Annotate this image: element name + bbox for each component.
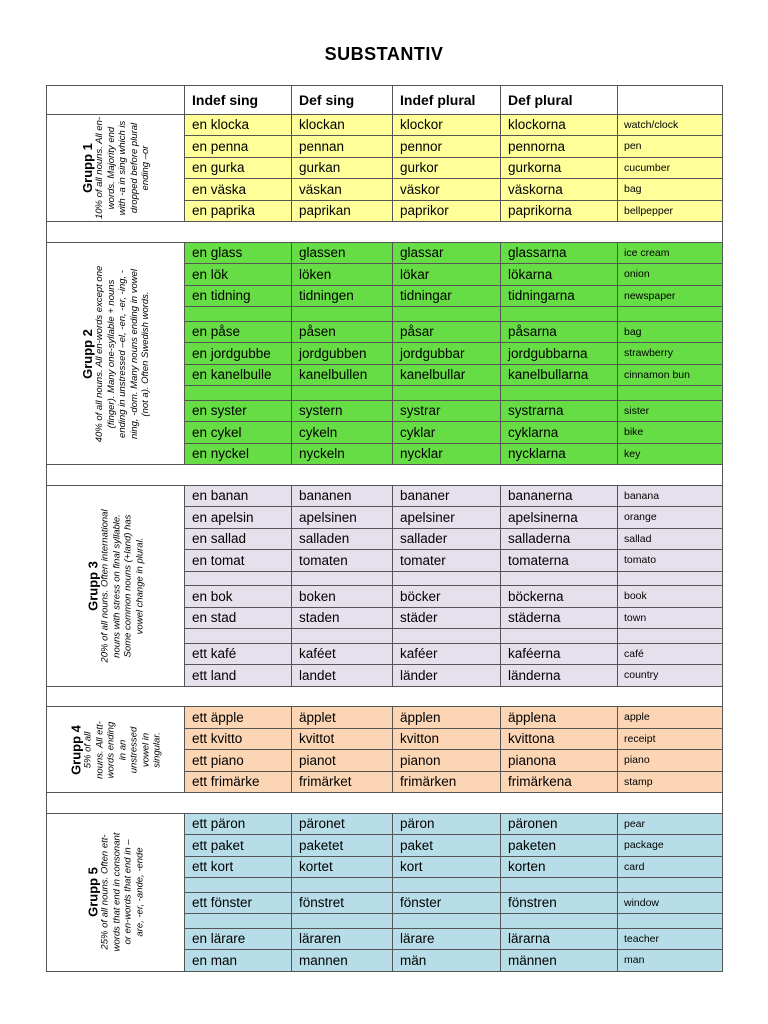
indef-plural-cell: sallader [393,528,501,550]
def-plural-cell: systrarna [501,400,618,422]
group-label [47,485,185,686]
def-sing-cell: löken [292,264,393,286]
spacer-cell [292,386,393,400]
group-description-line: nouns with stress on final syllable. [110,513,122,658]
spacer-cell [185,914,292,928]
indef-plural-cell: kvitton [393,728,501,750]
indef-sing-cell: ett paket [185,835,292,857]
indef-plural-cell: städer [393,607,501,629]
group-description-line: unstressed [127,726,139,773]
spacer-cell [185,307,292,321]
indef-sing-cell: en påse [185,321,292,343]
translation-cell: package [618,835,723,857]
group-description-line: with -a in sing which is [116,120,128,216]
group-description-line: words ending [104,721,116,778]
group-description-line: vowel in [139,732,151,767]
spacer-cell [501,386,618,400]
def-sing-cell: kvittot [292,728,393,750]
group-description-line: 5% of all [81,731,93,768]
indef-sing-cell: en jordgubbe [185,343,292,365]
translation-cell: key [618,443,723,465]
indef-plural-cell: pennor [393,136,501,158]
indef-sing-cell: en glass [185,242,292,264]
indef-plural-cell: kort [393,856,501,878]
indef-plural-cell: lärare [393,928,501,950]
translation-cell: sister [618,400,723,422]
translation-cell: café [618,643,723,665]
translation-cell: book [618,586,723,608]
def-plural-cell: pianona [501,750,618,772]
indef-plural-cell: fönster [393,892,501,914]
indef-plural-cell: väskor [393,179,501,201]
indef-plural-cell: nycklar [393,443,501,465]
def-plural-cell: gurkorna [501,157,618,179]
translation-cell: strawberry [618,343,723,365]
translation-cell: teacher [618,928,723,950]
indef-plural-cell: päron [393,813,501,835]
spacer-cell [393,878,501,892]
column-header: Def plural [501,86,618,115]
def-sing-cell: apelsinen [292,507,393,529]
def-plural-cell: tomaterna [501,550,618,572]
def-plural-cell: glassarna [501,242,618,264]
def-plural-cell: korten [501,856,618,878]
indef-sing-cell: en väska [185,179,292,201]
indef-plural-cell: länder [393,665,501,687]
translation-cell: country [618,665,723,687]
spacer-cell [618,386,723,400]
spacer-cell [185,571,292,585]
spacer-cell [292,629,393,643]
def-plural-cell: kaféerna [501,643,618,665]
indef-sing-cell: en sallad [185,528,292,550]
def-plural-cell: frimärkena [501,771,618,793]
def-sing-cell: påsen [292,321,393,343]
def-plural-cell: paketen [501,835,618,857]
indef-plural-cell: bananer [393,485,501,507]
translation-cell: apple [618,707,723,729]
indef-plural-cell: glassar [393,242,501,264]
indef-plural-cell: paprikor [393,200,501,222]
separator-cell [47,793,723,814]
indef-plural-cell: tomater [393,550,501,572]
def-plural-cell: väskorna [501,179,618,201]
translation-cell: cinnamon bun [618,364,723,386]
group-separator-row [47,793,723,814]
indef-plural-cell: lökar [393,264,501,286]
group-description-line: 20% of all nouns. Often international [99,509,110,663]
group-label-text [80,265,151,442]
def-sing-cell: läraren [292,928,393,950]
def-sing-cell: nyckeln [292,443,393,465]
group-description-line: in an [116,739,128,760]
translation-cell: bag [618,321,723,343]
spacer-cell [501,878,618,892]
indef-sing-cell: ett kvitto [185,728,292,750]
group-description-line: singular. [150,731,162,768]
column-header: Indef sing [185,86,292,115]
def-plural-cell: länderna [501,665,618,687]
def-plural-cell: jordgubbarna [501,343,618,365]
indef-plural-cell: män [393,950,501,972]
spacer-cell [618,878,723,892]
indef-sing-cell: ett äpple [185,707,292,729]
spacer-cell [393,307,501,321]
table-row [47,114,723,136]
def-sing-cell: fönstret [292,892,393,914]
def-sing-cell: pennan [292,136,393,158]
spacer-cell [393,629,501,643]
group-label-text [86,509,145,662]
spacer-cell [618,914,723,928]
group-separator-row [47,465,723,486]
indef-sing-cell: en syster [185,400,292,422]
group-label-text [86,833,145,952]
indef-plural-cell: paket [393,835,501,857]
translation-cell: window [618,892,723,914]
spacer-cell [501,571,618,585]
translation-cell: stamp [618,771,723,793]
translation-cell: town [618,607,723,629]
group-label [47,114,185,222]
group-description-line: are, -er, -ande, -ende [133,847,145,937]
indef-sing-cell: en banan [185,485,292,507]
group-description-line: nouns. All ett- [93,720,105,779]
indef-sing-cell: en paprika [185,200,292,222]
def-sing-cell: tomaten [292,550,393,572]
def-sing-cell: landet [292,665,393,687]
indef-sing-cell: en kanelbulle [185,364,292,386]
def-sing-cell: mannen [292,950,393,972]
def-plural-cell: påsarna [501,321,618,343]
indef-plural-cell: gurkor [393,157,501,179]
spacer-cell [393,571,501,585]
noun-table [46,85,723,972]
def-plural-cell: lökarna [501,264,618,286]
def-plural-cell: lärarna [501,928,618,950]
group-label-text [69,721,163,779]
def-plural-cell: salladerna [501,528,618,550]
indef-plural-cell: jordgubbar [393,343,501,365]
def-sing-cell: väskan [292,179,393,201]
def-sing-cell: pianot [292,750,393,772]
def-plural-cell: päronen [501,813,618,835]
header-row [47,86,723,115]
translation-cell: ice cream [618,242,723,264]
translation-cell: cucumber [618,157,723,179]
column-header: Indef plural [393,86,501,115]
group-description-line: ending in unstressed –el, -en, -er, -ing, - [116,269,128,438]
def-sing-cell: äpplet [292,707,393,729]
group-description-line: 10% of all nouns. All en- [93,117,105,220]
indef-plural-cell: systrar [393,400,501,422]
table-row [47,485,723,507]
def-sing-cell: kanelbullen [292,364,393,386]
group-label-text [80,117,151,219]
indef-sing-cell: ett fönster [185,892,292,914]
group-name: Grupp 3 [85,560,100,611]
spacer-cell [292,878,393,892]
group-separator-row [47,222,723,243]
indef-sing-cell: en tomat [185,550,292,572]
separator-cell [47,465,723,486]
def-sing-cell: systern [292,400,393,422]
translation-cell: newspaper [618,285,723,307]
def-plural-cell: klockorna [501,114,618,136]
group-description-line: (finger). Many one-syllable + nouns [104,279,116,428]
group-description-line: vowel change in plural. [133,537,145,635]
group-name: Grupp 1 [79,143,95,194]
indef-plural-cell: påsar [393,321,501,343]
def-plural-cell: bananerna [501,485,618,507]
group-description-line: ning, -dom. Many nouns ending in vowel [127,268,139,439]
indef-sing-cell: en gurka [185,157,292,179]
indef-sing-cell: ett piano [185,750,292,772]
translation-cell: watch/clock [618,114,723,136]
table-row [47,813,723,835]
indef-sing-cell: en lärare [185,928,292,950]
translation-cell: receipt [618,728,723,750]
def-plural-cell: äpplena [501,707,618,729]
def-sing-cell: staden [292,607,393,629]
def-plural-cell: apelsinerna [501,507,618,529]
translation-cell: bellpepper [618,200,723,222]
spacer-cell [393,914,501,928]
indef-sing-cell: en cykel [185,422,292,444]
indef-sing-cell: en penna [185,136,292,158]
indef-plural-cell: äpplen [393,707,501,729]
translation-cell: pen [618,136,723,158]
def-sing-cell: salladen [292,528,393,550]
def-sing-cell: klockan [292,114,393,136]
def-sing-cell: gurkan [292,157,393,179]
indef-plural-cell: pianon [393,750,501,772]
group-name: Grupp 4 [67,724,83,775]
indef-sing-cell: en man [185,950,292,972]
def-sing-cell: jordgubben [292,343,393,365]
translation-cell: piano [618,750,723,772]
spacer-cell [501,914,618,928]
group-description-line: dropped before plural [127,122,139,214]
column-header: Def sing [292,86,393,115]
indef-sing-cell: ett frimärke [185,771,292,793]
spacer-cell [618,629,723,643]
indef-plural-cell: böcker [393,586,501,608]
translation-cell: banana [618,485,723,507]
def-sing-cell: cykeln [292,422,393,444]
translation-cell: pear [618,813,723,835]
indef-plural-cell: kanelbullar [393,364,501,386]
indef-sing-cell: en bok [185,586,292,608]
indef-plural-cell: kaféer [393,643,501,665]
translation-cell: orange [618,507,723,529]
def-plural-cell: cyklarna [501,422,618,444]
spacer-cell [501,629,618,643]
translation-cell: bike [618,422,723,444]
def-sing-cell: paketet [292,835,393,857]
spacer-cell [292,571,393,585]
group-label [47,813,185,971]
indef-sing-cell: en apelsin [185,507,292,529]
spacer-cell [185,386,292,400]
def-plural-cell: paprikorna [501,200,618,222]
indef-plural-cell: tidningar [393,285,501,307]
spacer-cell [292,307,393,321]
spacer-cell [618,571,723,585]
indef-plural-cell: apelsiner [393,507,501,529]
def-plural-cell: kvittona [501,728,618,750]
def-sing-cell: kaféet [292,643,393,665]
def-plural-cell: kanelbullarna [501,364,618,386]
indef-sing-cell: en stad [185,607,292,629]
def-sing-cell: frimärket [292,771,393,793]
def-plural-cell: nycklarna [501,443,618,465]
translation-cell: onion [618,264,723,286]
spacer-cell [618,307,723,321]
group-description-line: 25% of all nouns. Often ett- [99,834,110,950]
page-title: SUBSTANTIV [324,44,444,64]
header-label-cell [47,86,185,115]
def-plural-cell: böckerna [501,586,618,608]
translation-cell: bag [618,179,723,201]
separator-cell [47,686,723,707]
def-sing-cell: paprikan [292,200,393,222]
table-row [47,707,723,729]
group-description-line: Some common nouns (+land) has [122,514,133,658]
group-label [47,242,185,464]
def-plural-cell: fönstren [501,892,618,914]
spacer-cell [185,878,292,892]
indef-sing-cell: ett päron [185,813,292,835]
indef-sing-cell: ett kort [185,856,292,878]
def-plural-cell: männen [501,950,618,972]
def-sing-cell: boken [292,586,393,608]
def-sing-cell: bananen [292,485,393,507]
translation-cell: tomato [618,550,723,572]
indef-plural-cell: frimärken [393,771,501,793]
indef-plural-cell: klockor [393,114,501,136]
indef-sing-cell: en klocka [185,114,292,136]
def-sing-cell: tidningen [292,285,393,307]
indef-sing-cell: ett land [185,665,292,687]
table-row [47,242,723,264]
group-name: Grupp 5 [85,867,100,918]
indef-sing-cell: en tidning [185,285,292,307]
indef-sing-cell: en lök [185,264,292,286]
column-header [618,86,723,115]
spacer-cell [501,307,618,321]
def-sing-cell: päronet [292,813,393,835]
def-plural-cell: pennorna [501,136,618,158]
spacer-cell [292,914,393,928]
group-separator-row [47,686,723,707]
translation-cell: sallad [618,528,723,550]
group-name: Grupp 2 [79,328,95,379]
separator-cell [47,222,723,243]
def-sing-cell: glassen [292,242,393,264]
group-description-line: (not a). Often Swedish words. [139,291,151,417]
group-description-line: words that end in consonant [110,832,122,952]
indef-sing-cell: en nyckel [185,443,292,465]
indef-sing-cell: ett kafé [185,643,292,665]
translation-cell: card [618,856,723,878]
indef-plural-cell: cyklar [393,422,501,444]
group-description-line: words. Majority end [104,126,116,210]
def-plural-cell: städerna [501,607,618,629]
spacer-cell [185,629,292,643]
def-plural-cell: tidningarna [501,285,618,307]
group-description-line: 40% of all nouns. All en-words except one [93,265,105,442]
group-label [47,707,185,793]
def-sing-cell: kortet [292,856,393,878]
group-description-line: ending –or [139,145,151,191]
spacer-cell [393,386,501,400]
translation-cell: man [618,950,723,972]
group-description-line: or en-words that end in – [122,839,133,945]
